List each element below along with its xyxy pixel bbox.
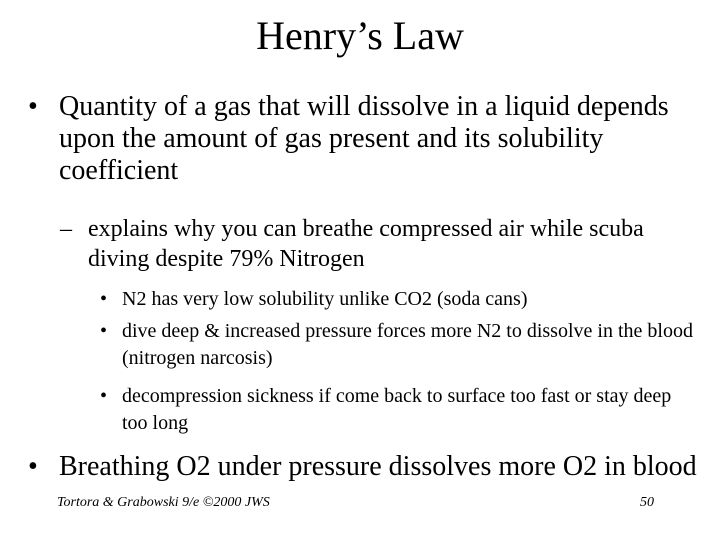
slide-title: Henry’s Law: [256, 13, 464, 58]
bullet-text: Breathing O2 under pressure dissolves more O2 in blood: [59, 451, 697, 482]
bullet-marker: •: [100, 320, 108, 342]
bullet-marker: •: [100, 288, 108, 310]
bullet-level3: [100, 286, 716, 313]
footer-credit: Tortora & Grabowski 9/e ©2000 JWS: [57, 495, 270, 510]
bullet-marker: •: [100, 385, 108, 407]
bullet-level1: [28, 451, 718, 483]
bullet-level2: [60, 214, 680, 274]
bullet-text: explains why you can breathe compressed air while scuba diving despite 79% Nitrogen: [88, 216, 644, 272]
dash-marker: –: [60, 216, 72, 242]
bullet-text: decompression sickness if come back to surface too fast or stay deep too long: [122, 385, 672, 434]
bullet-text: N2 has very low solubility unlike CO2 (soda cans): [122, 288, 528, 310]
bullet-level3: [100, 318, 716, 372]
bullet-level3: [100, 383, 700, 437]
bullet-text: dive deep & increased pressure forces more N2 to dissolve in the blood (nitrogen narcosis): [122, 320, 693, 369]
page-number: 50: [640, 495, 654, 510]
bullet-marker: •: [28, 91, 38, 122]
bullet-marker: •: [28, 451, 38, 482]
bullet-text: Quantity of a gas that will dissolve in a liquid depends upon the amount of gas present and its solubility coefficient: [59, 91, 669, 186]
bullet-level1: [28, 91, 678, 187]
